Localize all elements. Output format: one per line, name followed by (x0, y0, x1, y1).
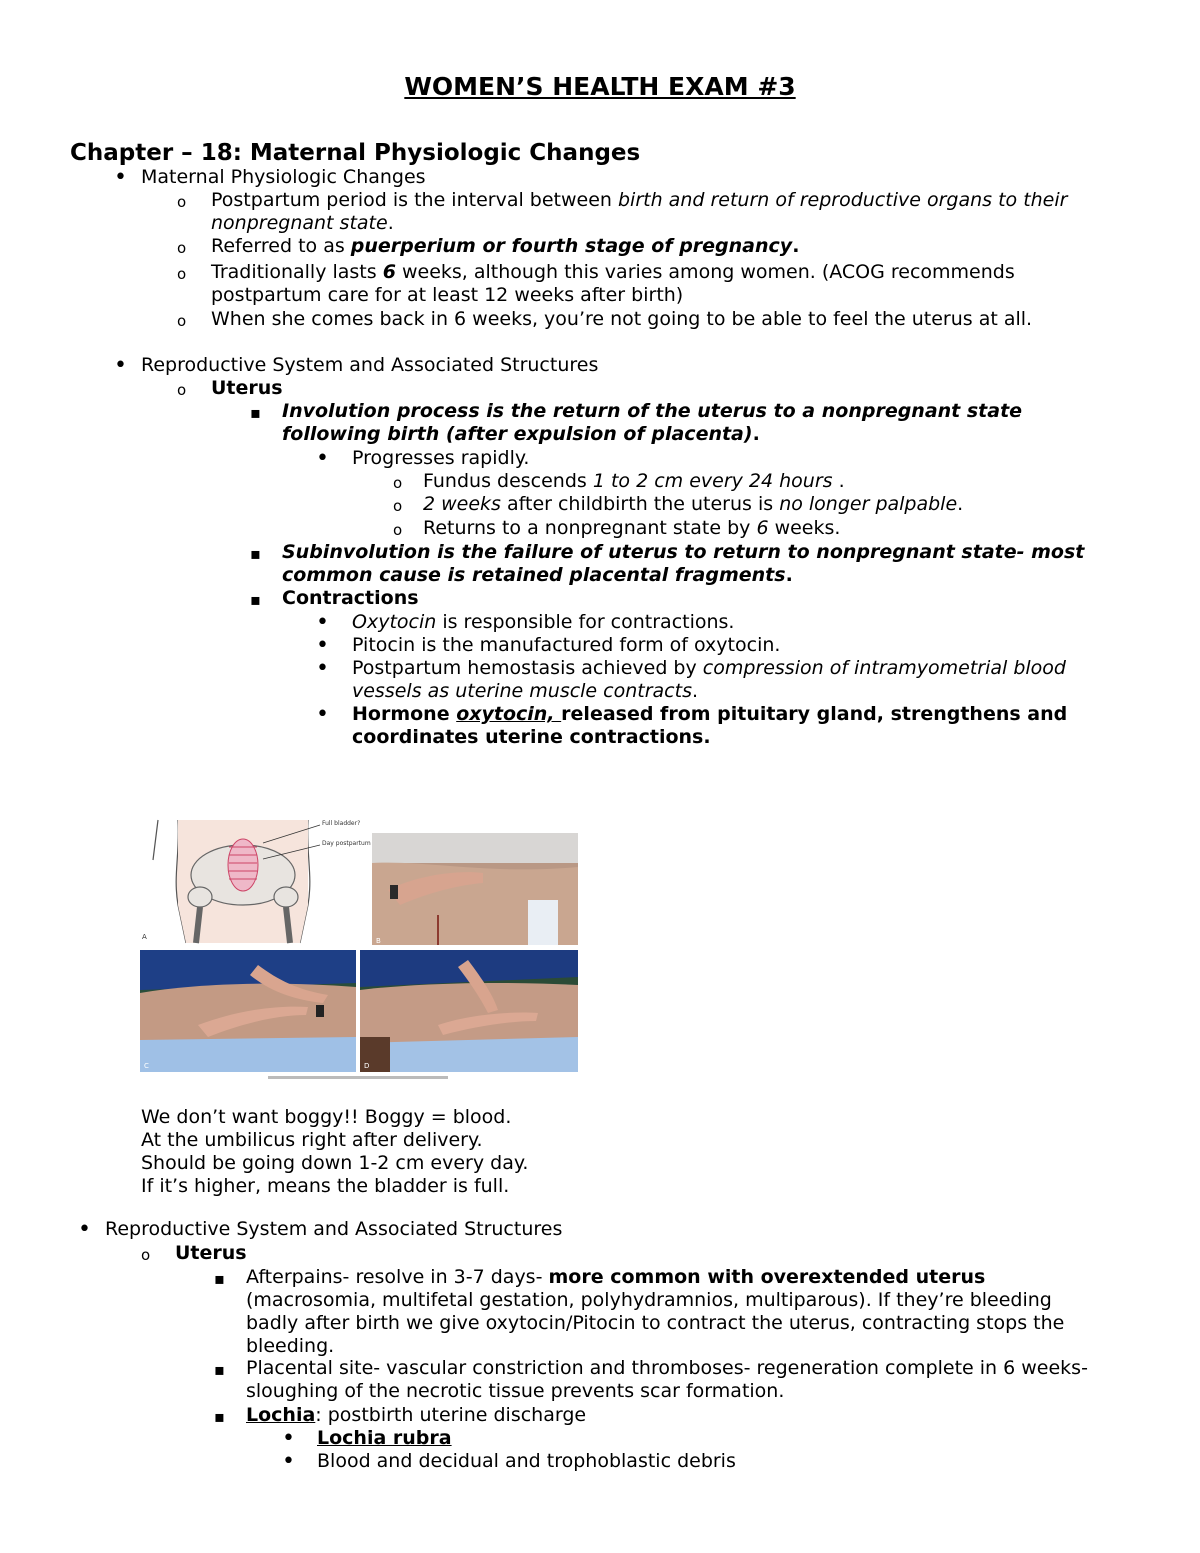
list-item-continued: following birth (after expulsion of placenta). (282, 423, 760, 445)
left-hip-joint (188, 887, 212, 907)
note-line: At the umbilicus right after delivery. (141, 1129, 483, 1151)
bullet-marker (393, 494, 402, 518)
list-item: Lochia: postbirth uterine discharge (246, 1404, 587, 1426)
bullet-marker (316, 447, 329, 471)
list-item: When she comes back in 6 weeks, you’re not going to be able to feel the uterus at all. (211, 308, 1033, 330)
bullet-marker (214, 1267, 225, 1290)
chapter-heading: Chapter – 18: Maternal Physiologic Changes (70, 140, 641, 166)
list-item: Traditionally lasts 6 weeks, although this varies among women. (ACOG recommends (211, 261, 1015, 283)
list-item: Oxytocin is responsible for contractions. (352, 611, 735, 633)
panel-label-b: B (376, 937, 381, 945)
list-item-continued: sloughing of the necrotic tissue prevents scar formation. (246, 1380, 785, 1402)
right-hip-joint (274, 887, 298, 907)
bullet-marker (177, 236, 186, 260)
panel-label-a: A (142, 933, 147, 941)
photo-panel-d (360, 950, 578, 1072)
bullet-marker (393, 518, 402, 542)
bullet-marker (393, 471, 402, 495)
list-item: Postpartum period is the interval between birth and return of reproductive organs to their (211, 189, 1068, 211)
note-line: If it’s higher, means the bladder is full. (141, 1175, 510, 1197)
photo-panel-c (140, 950, 356, 1072)
list-item: Uterus (175, 1242, 247, 1264)
bullet-marker (282, 1427, 295, 1451)
list-item-continued: (macrosomia, multifetal gestation, polyhydramnios, multiparous). If they’re bleeding (246, 1289, 1052, 1311)
list-item-continued: bleeding. (246, 1335, 335, 1357)
list-item-continued: postpartum care for at least 12 weeks after birth) (211, 284, 684, 306)
list-item-continued: common cause is retained placental fragments. (282, 564, 793, 586)
bullet-marker (250, 542, 261, 565)
bullet-marker (177, 190, 186, 214)
uterine-palpation-figure (138, 815, 578, 1085)
list-item: Reproductive System and Associated Structures (105, 1218, 563, 1240)
figure-credit-line (268, 1076, 448, 1079)
list-item: Maternal Physiologic Changes (141, 166, 426, 188)
bullet-marker (177, 378, 186, 402)
bullet-marker (114, 354, 127, 378)
bullet-marker (316, 611, 329, 635)
list-item: 2 weeks after childbirth the uterus is no longer palpable. (423, 493, 964, 515)
list-item: Afterpains- resolve in 3-7 days- more common with overextended uterus (246, 1266, 986, 1288)
figure-label-postpartum: Day postpartum (322, 840, 371, 847)
list-item: Involution process is the return of the uterus to a nonpregnant state (282, 400, 1023, 422)
bullet-marker (250, 401, 261, 424)
bullet-marker (316, 634, 329, 658)
list-item: Hormone oxytocin, released from pituitary gland, strengthens and (352, 703, 1068, 725)
bullet-marker (282, 1450, 295, 1474)
list-item: Blood and decidual and trophoblastic debris (317, 1450, 736, 1472)
list-item: Subinvolution is the failure of uterus to return to nonpregnant state- most (282, 541, 1085, 563)
list-item-continued: vessels as uterine muscle contracts. (352, 680, 699, 702)
list-item: Uterus (211, 377, 283, 399)
list-item: Fundus descends 1 to 2 cm every 24 hours . (423, 470, 845, 492)
uterus-fundus-levels (228, 839, 258, 891)
document-title: WOMEN’S HEALTH EXAM #3 (404, 72, 796, 101)
bullet-marker (214, 1405, 225, 1428)
list-item-continued: coordinates uterine contractions. (352, 726, 711, 748)
list-item: Placental site- vascular constriction and thromboses- regeneration complete in 6 weeks- (246, 1357, 1088, 1379)
bullet-marker (177, 262, 186, 286)
bullet-marker (78, 1218, 91, 1242)
bullet-marker (177, 309, 186, 333)
photo-panel-b (372, 833, 578, 945)
bullet-marker (114, 166, 127, 190)
figure-label-bladder: Full bladder? (322, 820, 361, 827)
list-item-continued: nonpregnant state. (211, 212, 394, 234)
bullet-marker (316, 703, 329, 727)
bullet-marker (141, 1243, 150, 1267)
list-item: Lochia rubra (317, 1427, 452, 1449)
list-item: Contractions (282, 587, 419, 609)
list-item: Progresses rapidly. (352, 447, 530, 469)
panel-label-d: D (364, 1062, 370, 1070)
panel-label-c: C (144, 1062, 149, 1070)
bullet-marker (250, 588, 261, 611)
list-item: Returns to a nonpregnant state by 6 weeks. (423, 517, 841, 539)
list-item-continued: badly after birth we give oxytocin/Pitocin to contract the uterus, contracting stops the (246, 1312, 1065, 1334)
note-line: We don’t want boggy!! Boggy = blood. (141, 1106, 512, 1128)
note-line: Should be going down 1-2 cm every day. (141, 1152, 529, 1174)
bullet-marker (214, 1358, 225, 1381)
list-item: Pitocin is the manufactured form of oxytocin. (352, 634, 781, 656)
list-item: Postpartum hemostasis achieved by compression of intramyometrial blood (352, 657, 1066, 679)
list-item: Reproductive System and Associated Structures (141, 354, 599, 376)
list-item: Referred to as puerperium or fourth stage of pregnancy. (211, 235, 800, 257)
bullet-marker (316, 657, 329, 681)
